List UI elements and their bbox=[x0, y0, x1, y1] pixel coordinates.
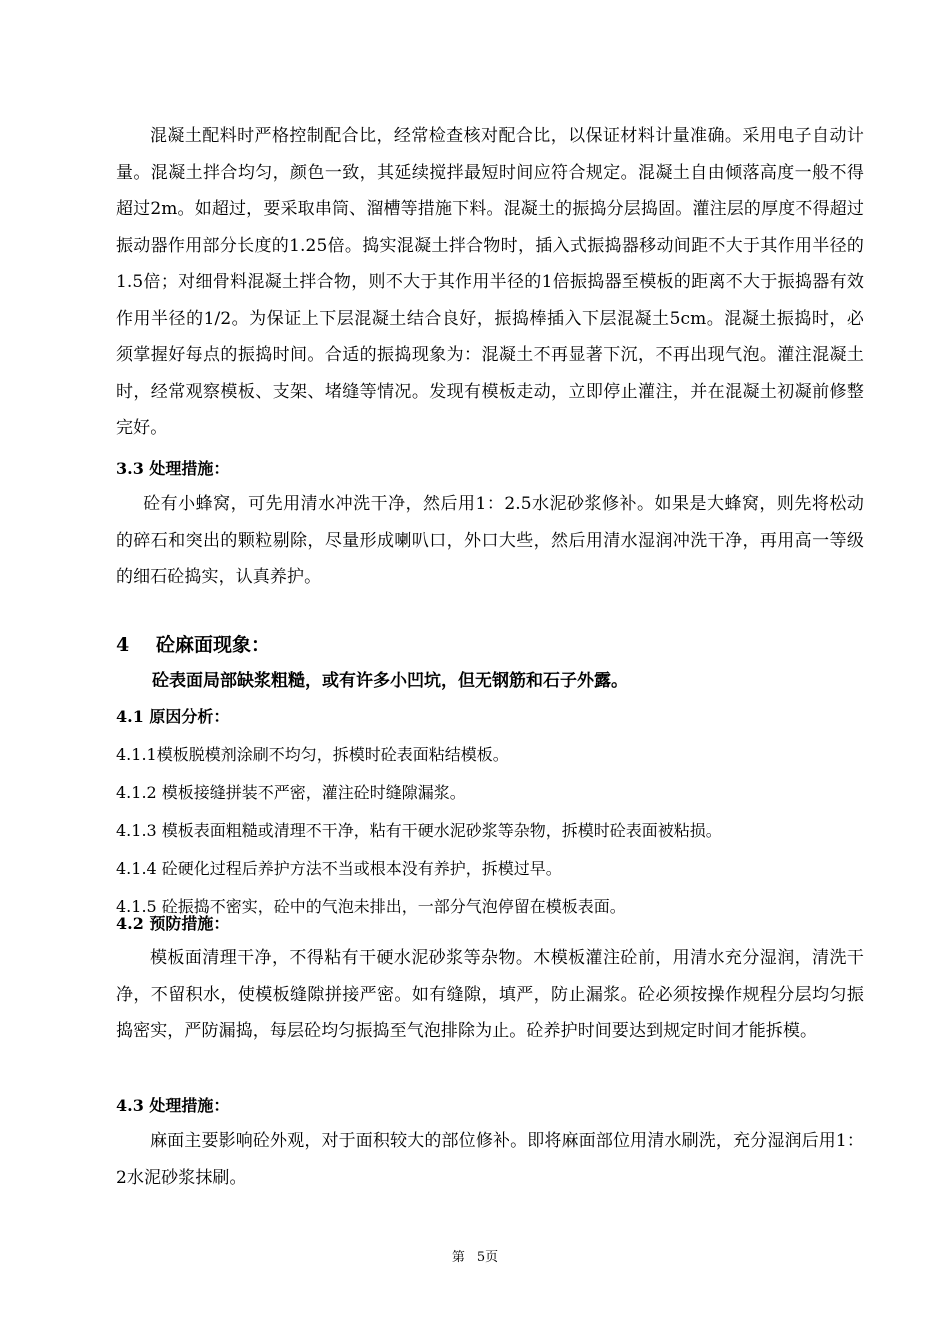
paragraph-4-3: 麻面主要影响砼外观，对于面积较大的部位修补。即将麻面部位用清水刷洗，充分湿润后用1：2水泥砂浆抹刷。 bbox=[116, 1131, 864, 1188]
section-4-1 bbox=[116, 705, 864, 919]
paragraph-concrete-mixing: 混凝土配料时严格控制配合比，经常检查核对配合比，以保证材料计量准确。采用电子自动计量。混凝土拌合均匀，颜色一致，其延续搅拌最短时间应符合规定。混凝土自由倾落高度一般不得超过2m。如超过，要采取串筒、溜槽等措施下料。混凝土的振捣分层捣固。灌注层的厚度不得超过振动器作用部分长度的1.25倍。捣实混凝土拌合物时，插入式振捣器移动间距不大于其作用半径的1.5倍；对细骨料混凝土拌合物，则不大于其作用半径的1倍振捣器至模板的距离不大于振捣器有效作用半径的1/2。为保证上下层混凝土结合良好，振捣棒插入下层混凝土5cm。混凝土振捣时，必须掌握好每点的振捣时间。合适的振捣现象为：混凝土不再显著下沉，不再出现气泡。灌注混凝土时，经常观察模板、支架、堵缝等情况。发现有模板走动，立即停止灌注，并在混凝土初凝前修整完好。 bbox=[116, 126, 864, 438]
heading-3-3: 3.3 处理措施： bbox=[116, 459, 230, 478]
cause-item: 4.1.3 模板表面粗糙或清理不干净，粘有干硬水泥砂浆等杂物，拆模时砼表面被粘损。 bbox=[116, 821, 722, 840]
section-4-2 bbox=[116, 912, 864, 1050]
heading-4-1: 4.1 原因分析： bbox=[116, 707, 230, 726]
section-4-description: 砼表面局部缺浆粗糙，或有许多小凹坑，但无钢筋和石子外露。 bbox=[152, 671, 628, 691]
section-4-3 bbox=[116, 1094, 864, 1196]
paragraph-3-3: 砼有小蜂窝，可先用清水冲洗干净，然后用1：2.5水泥砂浆修补。如果是大蜂窝，则先将松动的碎石和突出的颗粒剔除，尽量形成喇叭口，外口大些，然后用清水湿润冲洗干净，再用高一等级的细石砼捣实，认真养护。 bbox=[116, 494, 864, 587]
page-number: 5 bbox=[476, 1250, 486, 1265]
section-number: 4 bbox=[116, 634, 130, 656]
heading-4-3: 4.3 处理措施： bbox=[116, 1096, 230, 1115]
section-3-3 bbox=[116, 457, 864, 596]
section-3-continued bbox=[116, 118, 864, 447]
page-footer bbox=[0, 1249, 950, 1267]
cause-item: 4.1.2 模板接缝拼装不严密，灌注砼时缝隙漏浆。 bbox=[116, 783, 466, 802]
cause-item: 4.1.4 砼硬化过程后养护方法不当或根本没有养护，拆模过早。 bbox=[116, 859, 562, 878]
footer-suffix: 页 bbox=[485, 1250, 499, 1265]
cause-item: 4.1.5 砼振捣不密实，砼中的气泡未排出，一部分气泡停留在模板表面。 bbox=[116, 897, 626, 916]
heading-4 bbox=[116, 632, 864, 658]
section-4 bbox=[116, 632, 864, 693]
section-title: 砼麻面现象： bbox=[156, 634, 271, 656]
cause-item: 4.1.1模板脱模剂涂刷不均匀，拆模时砼表面粘结模板。 bbox=[116, 745, 509, 764]
paragraph-4-2: 模板面清理干净，不得粘有干硬水泥砂浆等杂物。木模板灌注砼前，用清水充分湿润，清洗干净，不留积水，使模板缝隙拼接严密。如有缝隙，填严，防止漏浆。砼必须按操作规程分层均匀振捣密实，严防漏捣，每层砼均匀振捣至气泡排除为止。砼养护时间要达到规定时间才能拆模。 bbox=[116, 948, 864, 1041]
footer-prefix: 第 bbox=[451, 1250, 465, 1265]
heading-4-2: 4.2 预防措施： bbox=[116, 914, 230, 933]
